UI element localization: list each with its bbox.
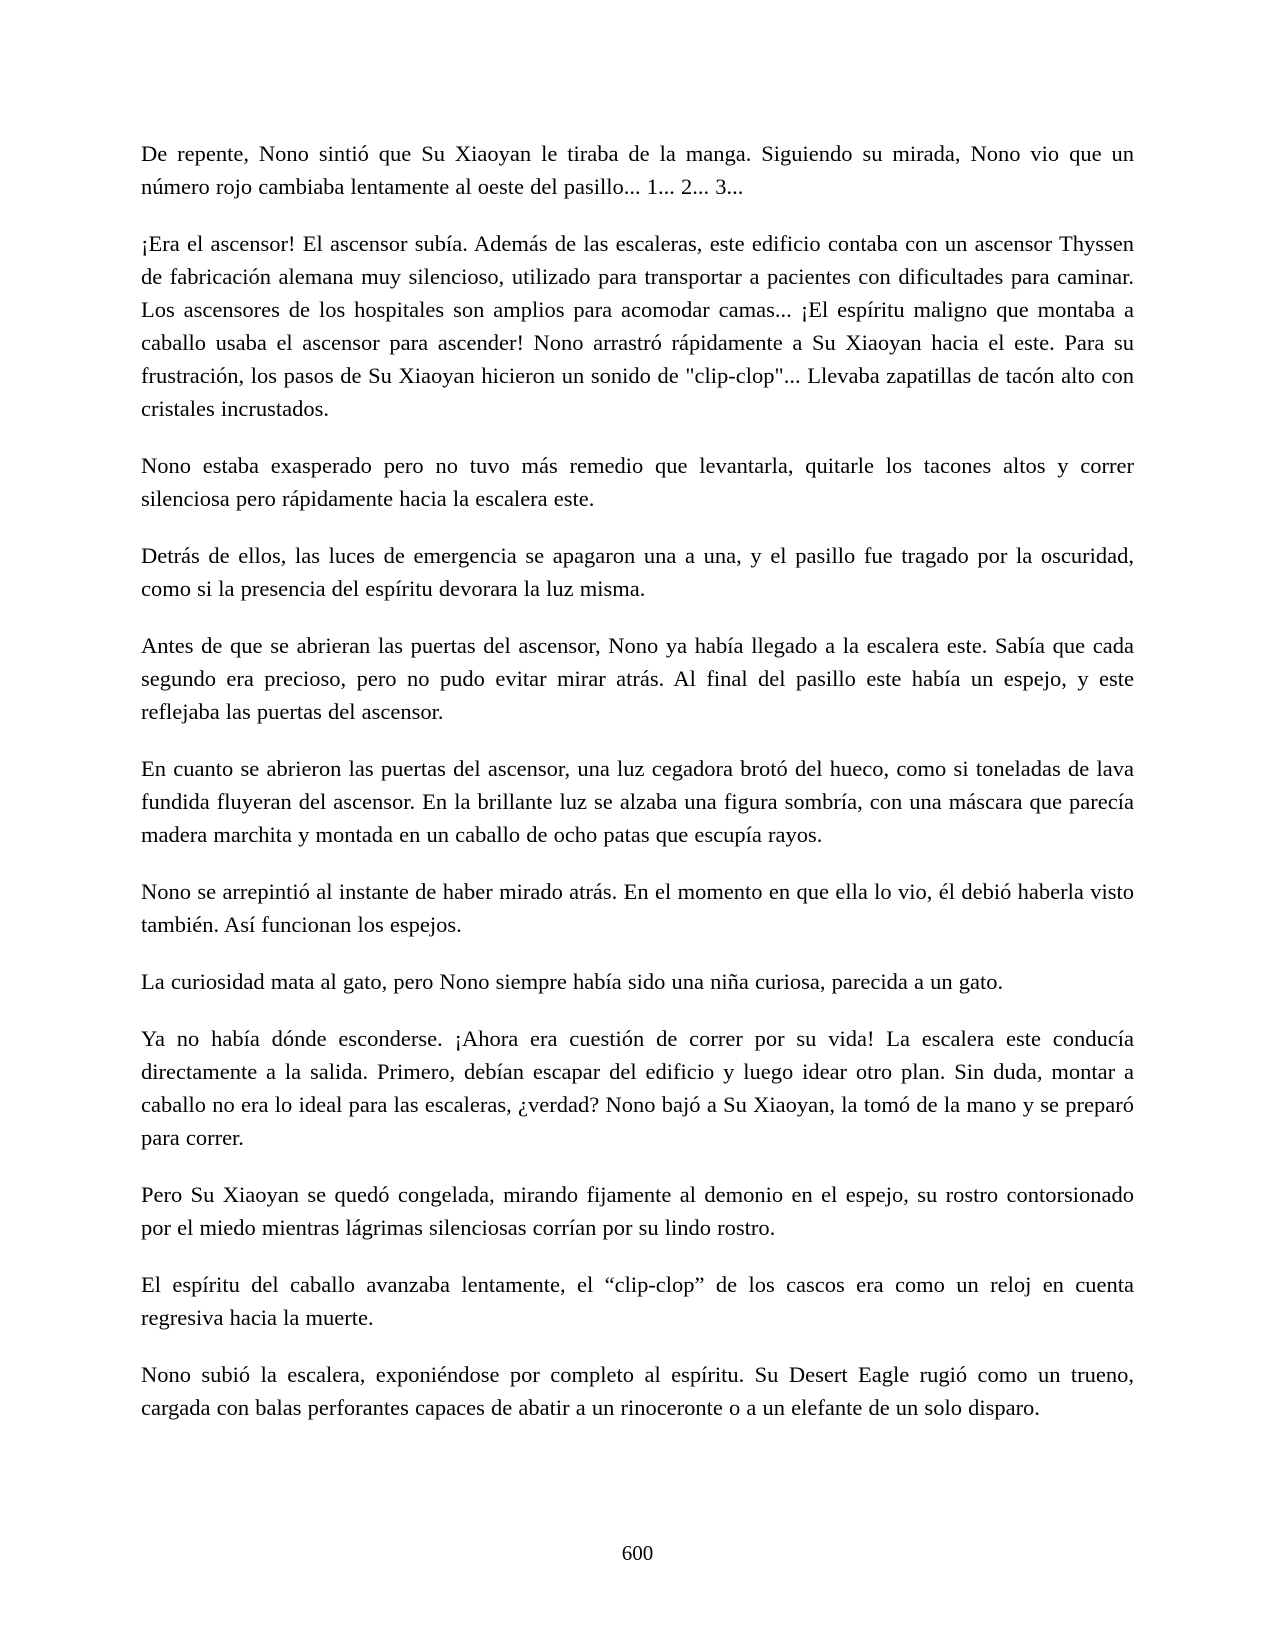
paragraph: Nono estaba exasperado pero no tuvo más remedio que levantarla, quitarle los tacones altos y correr silenciosa pero rápidamente hacia la escalera este.: [141, 453, 1134, 511]
paragraph: Nono subió la escalera, exponiéndose por completo al espíritu. Su Desert Eagle rugió como un trueno, cargada con balas perforantes capaces de abatir a un rinoceronte o a un elefante de un solo disparo.: [141, 1362, 1134, 1420]
paragraph: Nono se arrepintió al instante de haber mirado atrás. En el momento en que ella lo vio, él debió haberla visto también. Así funcionan los espejos.: [141, 879, 1134, 937]
paragraph: Ya no había dónde esconderse. ¡Ahora era cuestión de correr por su vida! La escalera este conducía directamente a la salida. Primero, debían escapar del edificio y luego idear otro plan. Sin duda, montar a caballo no era lo ideal para las escaleras, ¿verdad? Nono bajó a Su Xiaoyan, la tomó de la mano y se preparó para correr.: [141, 1026, 1134, 1150]
page-body-text: [141, 137, 1134, 1448]
paragraph: Antes de que se abrieran las puertas del ascensor, Nono ya había llegado a la escalera este. Sabía que cada segundo era precioso, pero no pudo evitar mirar atrás. Al final del pasillo este había un espejo, y este reflejaba las puertas del ascensor.: [141, 633, 1134, 724]
paragraph: ¡Era el ascensor! El ascensor subía. Además de las escaleras, este edificio contaba con un ascensor Thyssen de fabricación alemana muy silencioso, utilizado para transportar a pacientes con dificultades para caminar. Los ascensores de los hospitales son amplios para acomodar camas... ¡El espíritu maligno que montaba a caballo usaba el ascensor para ascender! Nono arrastró rápidamente a Su Xiaoyan hacia el este. Para su frustración, los pasos de Su Xiaoyan hicieron un sonido de "clip-clop"... Llevaba zapatillas de tacón alto con cristales incrustados.: [141, 231, 1134, 421]
page-number: 600: [621, 1541, 654, 1565]
paragraph: De repente, Nono sintió que Su Xiaoyan le tiraba de la manga. Siguiendo su mirada, Nono vio que un número rojo cambiaba lentamente al oeste del pasillo... 1... 2... 3...: [141, 141, 1134, 199]
paragraph: El espíritu del caballo avanzaba lentamente, el “clip-clop” de los cascos era como un reloj en cuenta regresiva hacia la muerte.: [141, 1272, 1134, 1330]
paragraph: En cuanto se abrieron las puertas del ascensor, una luz cegadora brotó del hueco, como si toneladas de lava fundida fluyeran del ascensor. En la brillante luz se alzaba una figura sombría, con una máscara que parecía madera marchita y montada en un caballo de ocho patas que escupía rayos.: [141, 756, 1134, 847]
paragraph: La curiosidad mata al gato, pero Nono siempre había sido una niña curiosa, parecida a un gato.: [141, 969, 1004, 994]
paragraph: Pero Su Xiaoyan se quedó congelada, mirando fijamente al demonio en el espejo, su rostro contorsionado por el miedo mientras lágrimas silenciosas corrían por su lindo rostro.: [141, 1182, 1134, 1240]
paragraph: Detrás de ellos, las luces de emergencia se apagaron una a una, y el pasillo fue tragado por la oscuridad, como si la presencia del espíritu devorara la luz misma.: [141, 543, 1134, 601]
